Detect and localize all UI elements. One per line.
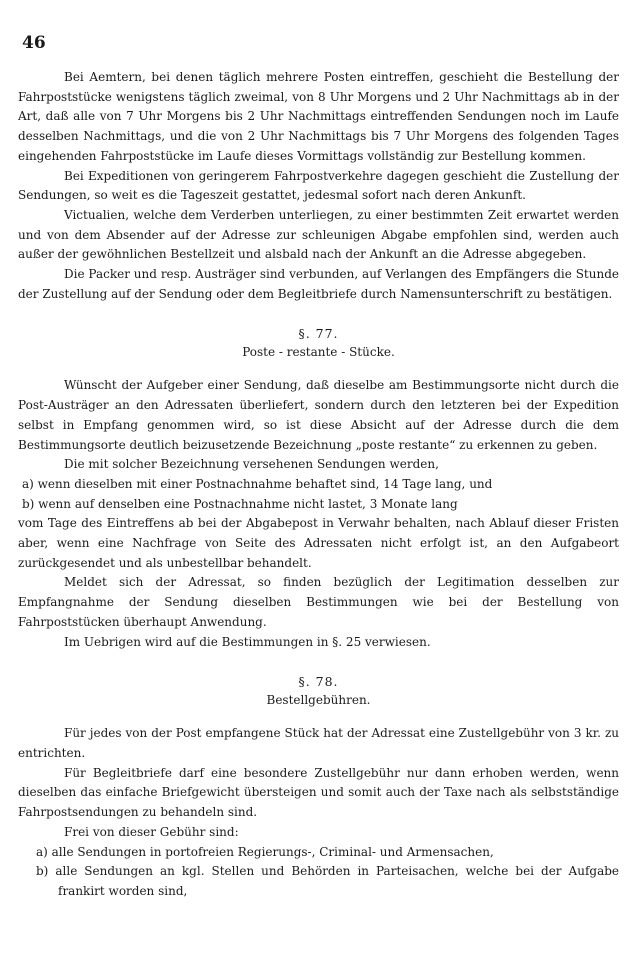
paragraph: Für Begleitbriefe darf eine besondere Zustellgebühr nur dann erhoben werden, wenn dieselben das einfache Briefgewicht übersteigen und somit auch der Taxe nach als selbstständige Fahrpostsendungen zu behandeln sind. <box>18 765 619 820</box>
page-number: 46 <box>22 33 46 53</box>
paragraph: Victualien, welche dem Verderben unterliegen, zu einer bestimmten Zeit erwartet werden und von dem Absender auf der Adresse zur schleunigen Abgabe empfohlen sind, werden auch außer der gewöhnlichen Bestellzeit und alsbald nach der Ankunft an die Adresse abgegeben. <box>18 207 619 262</box>
paragraph: Frei von dieser Gebühr sind: <box>64 824 239 839</box>
list-item: a) wenn dieselben mit einer Postnachnahme behaftet sind, 14 Tage lang, und <box>22 476 493 491</box>
section-77-title: Poste - restante - Stücke. <box>242 345 395 360</box>
list-item: a) alle Sendungen in portofreien Regierungs-, Criminal- und Armensachen, <box>36 844 494 859</box>
list-item: b) wenn auf denselben eine Postnachnahme nicht lastet, 3 Monate lang <box>22 496 458 511</box>
paragraph: Bei Aemtern, bei denen täglich mehrere Posten eintreffen, geschieht die Bestellung der Fahrpoststücke wenigstens täglich zweimal, von 8 Uhr Morgens und 2 Uhr Nachmittags ab in der Art, daß alle von 7 Uhr Morgens bis 2 Uhr Nachmittags eintreffenden Sendungen noch im Laufe desselben Nachmittags, und die von 2 Uhr Nachmittags bis 7 Uhr Morgens des folgenden Tages eingehenden Fahrpoststücke im Laufe dieses Vormittags vollständig zur Bestellung kommen. <box>18 70 619 163</box>
paragraph: Meldet sich der Adressat, so finden bezüglich der Legitimation desselben zur Empfangnahme der Sendung dieselben Bestimmungen wie bei der Bestellung von Fahrpoststücken überhaupt Anwendung. <box>18 575 619 629</box>
paragraph: vom Tage des Eintreffens ab bei der Abgabepost in Verwahr behalten, nach Ablauf dieser Fristen aber, wenn eine Nachfrage von Seite des Adressaten nicht erfolgt ist, an den Aufgabeort zurückgesendet und als unbestellbar behandelt. <box>18 516 619 570</box>
paragraph: Die mit solcher Bezeichnung versehenen Sendungen werden, <box>64 457 439 472</box>
section-78-title: Bestellgebühren. <box>266 693 371 708</box>
section-77-number: §. 77. <box>298 326 339 342</box>
paragraph: Für jedes von der Post empfangene Stück hat der Adressat eine Zustellgebühr von 3 kr. zu entrichten. <box>18 726 619 760</box>
paragraph: Bei Expeditionen von geringerem Fahrpostverkehre dagegen geschieht die Zustellung der Sendungen, so weit es die Tageszeit gestattet, jedesmal sofort nach deren Ankunft. <box>18 168 619 203</box>
section-78-number: §. 78. <box>298 674 339 690</box>
list-item: b) alle Sendungen an kgl. Stellen und Behörden in Parteisachen, welche bei der Aufgabe frankirt worden sind, <box>36 864 619 898</box>
document-body <box>18 68 619 902</box>
paragraph: Wünscht der Aufgeber einer Sendung, daß dieselbe am Bestimmungsorte nicht durch die Post-Austräger an den Adressaten überliefert, sondern durch den letzteren bei der Expedition selbst in Empfang genommen wird, so ist diese Absicht auf der Adresse durch die dem Bestimmungsorte deutlich beizusetzende Bezeichnung „poste restante“ zu erkennen zu geben. <box>18 378 619 452</box>
paragraph: Die Packer und resp. Austräger sind verbunden, auf Verlangen des Empfängers die Stunde der Zustellung auf der Sendung oder dem Begleitbriefe durch Namensunterschrift zu bestätigen. <box>18 267 619 301</box>
paragraph: Im Uebrigen wird auf die Bestimmungen in §. 25 verwiesen. <box>64 634 431 649</box>
